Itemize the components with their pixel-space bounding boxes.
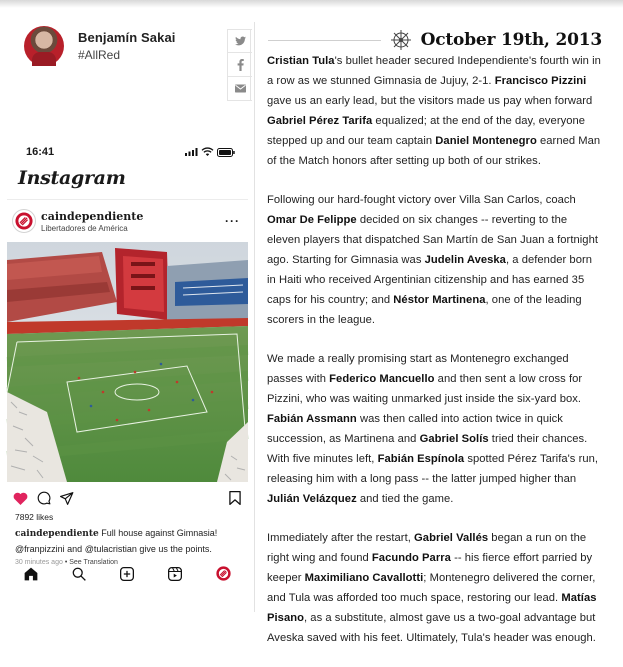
player-name: Néstor Martinena (393, 294, 486, 306)
more-options-icon[interactable]: ··· (225, 214, 240, 228)
caption-and: and (64, 544, 85, 554)
article-text: equalized; at the end of the day, everyone stepped up and our team captain (267, 115, 586, 147)
player-name: Facundo Parra (371, 552, 451, 564)
article-paragraph (267, 528, 603, 648)
independiente-crest-icon (15, 212, 33, 230)
player-name: Gabriel Pérez Tarifa (267, 115, 373, 127)
search-icon (72, 567, 86, 581)
facebook-share-button[interactable] (228, 53, 252, 77)
search-tab[interactable] (72, 567, 86, 586)
player-name: Fabián Assmann (267, 413, 357, 425)
article-text: earned Man of the Match honors after setting up both of our strikes. (267, 135, 601, 167)
article-text: decided on six changes -- reverting to the eleven players that dispatched San Martín de San Juan a fortnight ago. Starting for Gimnasia was (267, 214, 599, 266)
email-share-button[interactable] (228, 77, 252, 101)
battery-icon (217, 148, 235, 157)
instagram-logo[interactable]: Instagram (18, 167, 126, 189)
send-icon (60, 492, 74, 505)
club-avatar[interactable] (12, 209, 36, 233)
bookmark-icon (229, 491, 241, 505)
see-translation-link[interactable]: • See Translation (62, 559, 118, 566)
article-paragraph (267, 349, 603, 509)
wifi-icon (202, 148, 213, 156)
reels-tab[interactable] (168, 567, 182, 586)
facebook-icon (237, 59, 244, 71)
phone-status-bar (7, 141, 248, 163)
player-name: Omar De Felippe (267, 214, 357, 226)
instagram-post-card (7, 141, 248, 592)
player-name: Matías Pisano (267, 592, 597, 624)
twitter-icon (235, 36, 246, 46)
reels-icon (168, 567, 182, 581)
article-text: -- his fierce effort parried by keeper (267, 552, 593, 584)
comment-icon (37, 491, 51, 505)
profile-crest-icon (216, 566, 231, 581)
home-icon (24, 567, 38, 581)
article-paragraph (267, 51, 603, 171)
caption-text: Full house against Gimnasia! (98, 528, 218, 538)
article-text: , one of the leading scorers in the league. (267, 294, 582, 326)
new-post-tab[interactable] (120, 567, 134, 586)
article-text: and tied the game. (356, 493, 454, 505)
dateline (268, 26, 602, 54)
article-text: Immediately after the restart, (267, 532, 415, 544)
player-name: Federico Mancuello (329, 373, 435, 385)
dateline-rule (268, 40, 381, 41)
top-shadow (0, 0, 623, 8)
article-paragraph (267, 190, 603, 330)
article-text: was then called into action twice in quick succession, as Martinena and (267, 413, 563, 445)
mail-icon (235, 84, 246, 93)
share-bar (227, 29, 251, 101)
like-count[interactable]: 7892 likes (15, 512, 54, 522)
caption-username[interactable]: caindependiente (15, 529, 99, 539)
post-caption (7, 522, 248, 557)
player-name: Daniel Montenegro (435, 135, 537, 147)
stadium-photo (7, 242, 248, 482)
share-post-button[interactable] (60, 492, 74, 505)
article-text: spotted Pérez Tarifa's run, releasing him with a long pass -- the latter jumped higher than (267, 453, 599, 485)
post-location[interactable]: Libertadores de América (41, 223, 128, 233)
article-date: October 19th, 2013 (420, 30, 602, 50)
post-actions (7, 486, 248, 510)
author-avatar[interactable] (24, 26, 64, 66)
post-username[interactable]: caindependiente (41, 209, 144, 223)
mention-tulacristian[interactable]: @tulacristian (84, 544, 137, 554)
player-name: Francisco Pizzini (494, 75, 587, 87)
twitter-share-button[interactable] (228, 29, 252, 53)
author-hashtag[interactable]: #AllRed (78, 48, 121, 62)
home-tab[interactable] (24, 567, 38, 586)
status-time: 16:41 (26, 146, 55, 158)
column-divider (254, 22, 255, 612)
article-body (267, 51, 603, 667)
comment-button[interactable] (37, 491, 51, 505)
player-name: Fabián Espínola (377, 453, 465, 465)
save-button[interactable] (229, 491, 241, 505)
article-text: tried their chances. With five minutes left, (267, 433, 588, 465)
article-text: gave us an early lead, but the visitors made us pay when forward (267, 95, 593, 107)
article-text: We made a really promising start as Montenegro exchanged passes with (267, 353, 569, 385)
signal-icon (185, 148, 198, 156)
article-text: and then sent a low cross for Pizzini, who was waiting unmarked just inside the six-yard box. (267, 373, 583, 405)
time-ago: 30 minutes ago (15, 559, 63, 566)
player-name: Cristian Tula (267, 55, 335, 67)
instagram-tab-bar (7, 560, 248, 592)
article-text: began a run on the right wing and found (267, 532, 587, 564)
article-text: , as a substitute, almost gave us a two-goal advantage but Aveska saved with his feet. Ultimately, Tula's header was enough. (267, 612, 596, 644)
like-button[interactable] (13, 492, 28, 505)
author-name[interactable]: Benjamín Sakai (78, 30, 176, 45)
mention-franpizzini[interactable]: @franpizzini (15, 544, 65, 554)
plus-square-icon (120, 567, 134, 581)
post-header (7, 200, 248, 242)
article-text: Following our hard-fought victory over Villa San Carlos, coach (267, 194, 576, 206)
profile-tab[interactable] (216, 566, 231, 586)
caption-rest: give us the points. (136, 544, 212, 554)
article-text: ; Montenegro delivered the corner, and Tula was afforded too much space, restoring our lead. (267, 572, 596, 604)
compass-emblem-icon (389, 29, 413, 51)
article-text: 's bullet header secured Independiente's fourth win in a row as we stunned Gimnasia de Jujuy, 2-1. (267, 55, 601, 87)
player-name: Julián Velázquez (267, 493, 357, 505)
player-name: Gabriel Solís (419, 433, 489, 445)
player-name: Gabriel Vallés (414, 532, 489, 544)
article-text: , a defender born in Haiti who received Argentinian citizenship and has earned 35 caps for his country; and (267, 254, 593, 306)
player-name: Judelin Aveska (424, 254, 506, 266)
author-block (24, 26, 176, 66)
heart-icon (13, 492, 28, 505)
player-name: Maximiliano Cavallotti (304, 572, 424, 584)
